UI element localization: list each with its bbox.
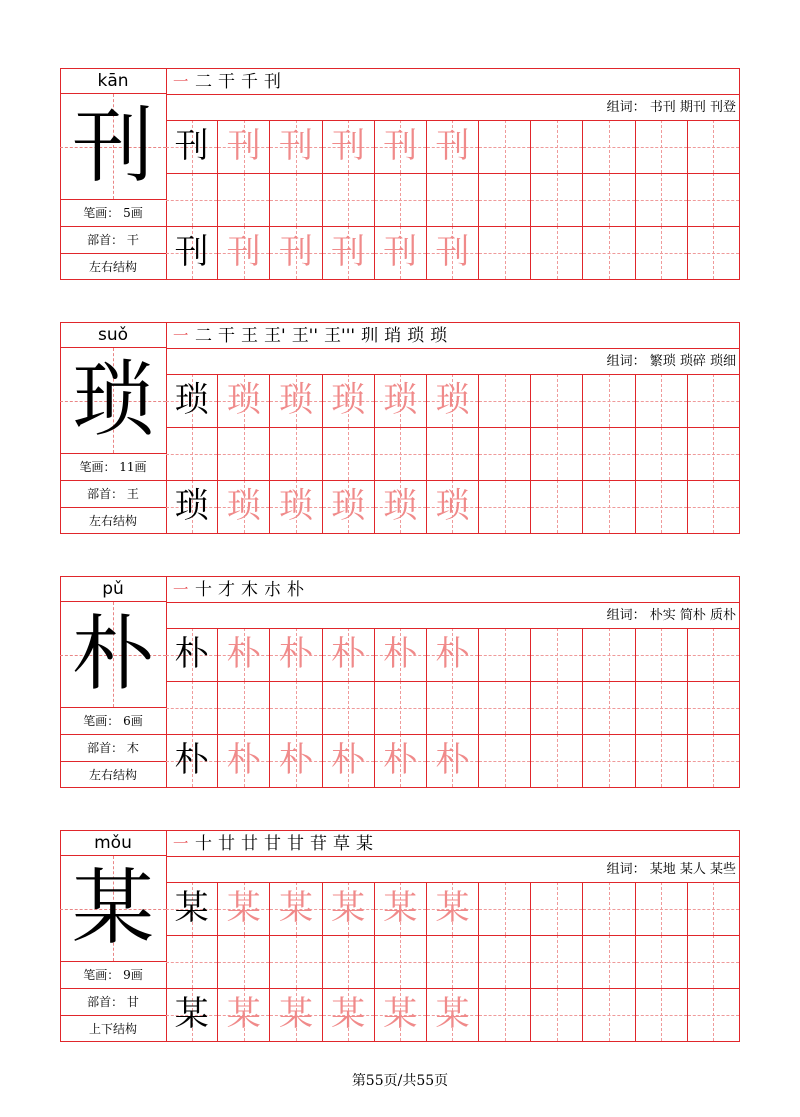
practice-cell[interactable]	[270, 173, 322, 226]
practice-cell[interactable]	[218, 882, 270, 935]
model-character: 刊	[71, 99, 154, 194]
practice-cell[interactable]	[323, 427, 375, 480]
practice-cell[interactable]	[270, 734, 322, 787]
practice-cell[interactable]	[427, 173, 479, 226]
practice-cell[interactable]	[270, 226, 322, 279]
trace-glyph: 朴	[383, 740, 418, 780]
trace-glyph: 琐	[383, 380, 418, 420]
trace-glyph: 某	[383, 888, 418, 928]
practice-cell[interactable]	[166, 226, 218, 279]
practice-cell[interactable]	[323, 374, 375, 427]
stroke-step: 草	[333, 834, 350, 854]
practice-cell[interactable]	[583, 480, 635, 533]
radical: 部首： 甘	[60, 989, 166, 1016]
practice-cell[interactable]	[218, 480, 270, 533]
practice-cell[interactable]	[636, 120, 688, 173]
stroke-step: 二	[195, 326, 212, 346]
trace-glyph: 琐	[226, 380, 261, 420]
practice-cell[interactable]	[270, 374, 322, 427]
practice-cell[interactable]	[583, 173, 635, 226]
stroke-step: 刊	[264, 72, 281, 92]
trace-glyph: 刊	[435, 232, 470, 272]
trace-glyph: 某	[226, 994, 261, 1034]
practice-cell[interactable]	[636, 882, 688, 935]
stroke-step: 干	[218, 72, 235, 92]
practice-cell[interactable]	[531, 226, 583, 279]
trace-glyph: 刊	[226, 232, 261, 272]
practice-cell[interactable]	[531, 173, 583, 226]
practice-cell[interactable]	[375, 427, 427, 480]
trace-glyph: 某	[331, 994, 366, 1034]
trace-glyph: 刊	[278, 126, 313, 166]
practice-cell[interactable]	[479, 480, 531, 533]
structure: 左右结构	[88, 768, 137, 782]
practice-cell[interactable]	[688, 988, 740, 1041]
stroke-step: 王''	[291, 326, 319, 346]
practice-cell[interactable]	[375, 935, 427, 988]
practice-cell[interactable]	[323, 628, 375, 681]
practice-cell[interactable]	[375, 681, 427, 734]
practice-grid	[166, 120, 740, 280]
stroke-step: 琑	[384, 326, 402, 346]
practice-cell[interactable]	[636, 480, 688, 533]
practice-cell[interactable]	[323, 226, 375, 279]
practice-cell[interactable]	[531, 120, 583, 173]
stroke-step: 苷	[310, 834, 327, 854]
practice-cell[interactable]	[479, 734, 531, 787]
practice-cell[interactable]	[166, 628, 218, 681]
practice-cell[interactable]	[270, 480, 322, 533]
practice-cell[interactable]	[270, 628, 322, 681]
stroke-step: 琐	[407, 326, 425, 346]
practice-cell[interactable]	[270, 935, 322, 988]
stroke-step: ㇐	[172, 580, 189, 600]
model-glyph: 某	[174, 888, 209, 928]
stroke-step: 十	[195, 834, 212, 854]
practice-cell[interactable]	[688, 734, 740, 787]
practice-cell[interactable]	[583, 628, 635, 681]
practice-cell[interactable]	[375, 120, 427, 173]
character-info-panel	[60, 830, 166, 1042]
practice-cell[interactable]	[427, 120, 479, 173]
stroke-order	[172, 68, 287, 94]
practice-cell[interactable]	[218, 628, 270, 681]
practice-grid	[166, 374, 740, 534]
trace-glyph: 刊	[383, 126, 418, 166]
practice-cell[interactable]	[688, 935, 740, 988]
practice-cell[interactable]	[166, 988, 218, 1041]
practice-cell[interactable]	[375, 734, 427, 787]
practice-cell[interactable]	[427, 480, 479, 533]
trace-glyph: 琐	[435, 486, 470, 526]
trace-glyph: 某	[435, 994, 470, 1034]
practice-cell[interactable]	[688, 427, 740, 480]
model-character-box	[60, 348, 166, 454]
practice-cell[interactable]	[636, 628, 688, 681]
practice-cell[interactable]	[427, 882, 479, 935]
practice-cell[interactable]	[323, 935, 375, 988]
trace-glyph: 朴	[226, 634, 261, 674]
practice-cell[interactable]	[270, 427, 322, 480]
trace-glyph: 某	[278, 888, 313, 928]
stroke-step: 王'''	[324, 326, 356, 346]
practice-cell[interactable]	[583, 734, 635, 787]
practice-cell[interactable]	[375, 173, 427, 226]
model-glyph: 琐	[174, 380, 209, 420]
trace-glyph: 刊	[331, 126, 366, 166]
character-block	[60, 576, 740, 788]
stroke-step: 王	[241, 326, 258, 346]
practice-cell[interactable]	[427, 681, 479, 734]
trace-glyph: 朴	[331, 740, 366, 780]
stroke-step: 二	[195, 72, 212, 92]
trace-glyph: 朴	[435, 634, 470, 674]
practice-cell[interactable]	[688, 374, 740, 427]
practice-cell[interactable]	[270, 882, 322, 935]
practice-cell[interactable]	[583, 226, 635, 279]
stroke-step: 琐	[430, 326, 448, 346]
practice-cell[interactable]	[583, 681, 635, 734]
trace-glyph: 某	[331, 888, 366, 928]
practice-cell[interactable]	[166, 374, 218, 427]
practice-cell[interactable]	[688, 173, 740, 226]
practice-cell[interactable]	[427, 226, 479, 279]
word-examples: 组词： 繁琐 琐碎 琐细	[606, 354, 736, 369]
model-character-box	[60, 856, 166, 962]
trace-glyph: 某	[226, 888, 261, 928]
practice-cell[interactable]	[531, 628, 583, 681]
practice-cell[interactable]	[688, 480, 740, 533]
model-glyph: 琐	[174, 486, 209, 526]
trace-glyph: 刊	[278, 232, 313, 272]
practice-cell[interactable]	[218, 681, 270, 734]
structure: 左右结构	[88, 514, 137, 528]
practice-cell[interactable]	[583, 374, 635, 427]
model-character: 琐	[71, 353, 154, 448]
practice-cell[interactable]	[479, 374, 531, 427]
practice-cell[interactable]	[531, 427, 583, 480]
practice-cell[interactable]	[375, 882, 427, 935]
word-examples: 组词： 朴实 简朴 质朴	[606, 608, 736, 623]
practice-cell[interactable]	[688, 226, 740, 279]
stroke-count: 笔画： 5画	[60, 200, 166, 227]
model-character: 朴	[71, 607, 154, 702]
stroke-step: ㇐	[172, 834, 189, 854]
practice-cell[interactable]	[479, 882, 531, 935]
stroke-step: 玔	[361, 326, 379, 346]
practice-grid	[166, 628, 740, 788]
practice-cell[interactable]	[166, 882, 218, 935]
trace-glyph: 琐	[331, 380, 366, 420]
practice-cell[interactable]	[166, 480, 218, 533]
practice-cell[interactable]	[218, 226, 270, 279]
structure: 左右结构	[88, 260, 137, 274]
trace-glyph: 琐	[278, 380, 313, 420]
practice-cell[interactable]	[688, 681, 740, 734]
practice-cell[interactable]	[218, 988, 270, 1041]
practice-cell[interactable]	[479, 173, 531, 226]
practice-cell[interactable]	[323, 988, 375, 1041]
practice-cell[interactable]	[375, 374, 427, 427]
model-glyph: 刊	[174, 232, 209, 272]
practice-cell[interactable]	[636, 734, 688, 787]
practice-cell[interactable]	[375, 988, 427, 1041]
practice-cell[interactable]	[218, 120, 270, 173]
practice-cell[interactable]	[636, 935, 688, 988]
practice-cell[interactable]	[479, 628, 531, 681]
practice-cell[interactable]	[531, 935, 583, 988]
practice-cell[interactable]	[166, 427, 218, 480]
practice-cell[interactable]	[583, 120, 635, 173]
stroke-count: 笔画： 11画	[60, 454, 166, 481]
model-glyph: 某	[174, 994, 209, 1034]
trace-glyph: 某	[383, 994, 418, 1034]
practice-cell[interactable]	[531, 374, 583, 427]
radical: 部首： 王	[60, 481, 166, 508]
trace-glyph: 琐	[226, 486, 261, 526]
trace-glyph: 某	[435, 888, 470, 928]
practice-cell[interactable]	[531, 480, 583, 533]
stroke-step: 甘	[287, 834, 304, 854]
practice-cell[interactable]	[427, 935, 479, 988]
trace-glyph: 刊	[226, 126, 261, 166]
practice-cell[interactable]	[583, 882, 635, 935]
practice-cell[interactable]	[166, 681, 218, 734]
trace-glyph: 刊	[331, 232, 366, 272]
practice-cell[interactable]	[636, 173, 688, 226]
practice-cell[interactable]	[323, 681, 375, 734]
practice-cell[interactable]	[218, 734, 270, 787]
practice-cell[interactable]	[323, 734, 375, 787]
practice-cell[interactable]	[636, 988, 688, 1041]
trace-glyph: 刊	[435, 126, 470, 166]
practice-cell[interactable]	[479, 681, 531, 734]
stroke-step: 王'	[264, 326, 286, 346]
practice-cell[interactable]	[375, 226, 427, 279]
practice-cell[interactable]	[688, 882, 740, 935]
trace-glyph: 朴	[331, 634, 366, 674]
practice-cell[interactable]	[218, 427, 270, 480]
practice-cell[interactable]	[323, 882, 375, 935]
model-glyph: 刊	[174, 126, 209, 166]
practice-cell[interactable]	[166, 120, 218, 173]
stroke-step: 廿	[218, 834, 235, 854]
model-character-box	[60, 602, 166, 708]
practice-cell[interactable]	[375, 628, 427, 681]
trace-glyph: 朴	[383, 634, 418, 674]
stroke-step: 廿	[241, 834, 258, 854]
trace-glyph: 朴	[278, 634, 313, 674]
practice-cell[interactable]	[427, 988, 479, 1041]
practice-cell[interactable]	[166, 173, 218, 226]
trace-glyph: 朴	[226, 740, 261, 780]
stroke-step: 千	[241, 72, 258, 92]
character-info-panel	[60, 576, 166, 788]
page-number: 第55页/共55页	[351, 1073, 449, 1089]
practice-cell[interactable]	[270, 988, 322, 1041]
practice-cell[interactable]	[218, 173, 270, 226]
stroke-step: 才	[218, 580, 235, 600]
character-block	[60, 68, 740, 280]
radical: 部首： 木	[60, 735, 166, 762]
character-block	[60, 322, 740, 534]
practice-cell[interactable]	[375, 480, 427, 533]
trace-glyph: 琐	[435, 380, 470, 420]
practice-cell[interactable]	[218, 935, 270, 988]
practice-cell[interactable]	[323, 480, 375, 533]
stroke-step: 甘	[264, 834, 281, 854]
character-info-panel	[60, 68, 166, 280]
stroke-order	[172, 830, 379, 856]
stroke-step: 朴	[287, 580, 304, 600]
practice-cell[interactable]	[427, 374, 479, 427]
trace-glyph: 某	[278, 994, 313, 1034]
model-glyph: 朴	[174, 634, 209, 674]
practice-cell[interactable]	[427, 427, 479, 480]
pinyin: mǒu	[60, 830, 166, 856]
practice-cell[interactable]	[427, 734, 479, 787]
trace-glyph: 琐	[383, 486, 418, 526]
word-examples: 组词： 某地 某人 某些	[606, 862, 736, 877]
stroke-count: 笔画： 9画	[60, 962, 166, 989]
pinyin: pǔ	[60, 576, 166, 602]
practice-cell[interactable]	[531, 734, 583, 787]
practice-cell[interactable]	[323, 173, 375, 226]
practice-grid	[166, 882, 740, 1042]
practice-cell[interactable]	[323, 120, 375, 173]
structure: 上下结构	[88, 1022, 137, 1036]
stroke-step: ㇐	[172, 72, 189, 92]
practice-cell[interactable]	[427, 628, 479, 681]
word-examples: 组词： 书刊 期刊 刊登	[606, 100, 736, 115]
model-character: 某	[71, 861, 154, 956]
practice-cell[interactable]	[479, 988, 531, 1041]
pinyin: suǒ	[60, 322, 166, 348]
practice-cell[interactable]	[636, 226, 688, 279]
practice-cell[interactable]	[479, 120, 531, 173]
stroke-step: 十	[195, 580, 212, 600]
stroke-step: ㇐	[172, 326, 189, 346]
practice-cell[interactable]	[531, 988, 583, 1041]
practice-cell[interactable]	[636, 681, 688, 734]
stroke-step: 某	[356, 834, 373, 854]
pinyin: kān	[60, 68, 166, 94]
practice-cell[interactable]	[479, 427, 531, 480]
character-block	[60, 830, 740, 1042]
practice-cell[interactable]	[531, 882, 583, 935]
stroke-step: 朩	[264, 580, 281, 600]
model-character-box	[60, 94, 166, 200]
practice-cell[interactable]	[270, 120, 322, 173]
radical: 部首： 干	[60, 227, 166, 254]
stroke-step: 干	[218, 326, 235, 346]
practice-cell[interactable]	[218, 374, 270, 427]
stroke-order	[172, 322, 453, 348]
practice-cell[interactable]	[166, 935, 218, 988]
practice-cell[interactable]	[166, 734, 218, 787]
stroke-step: 木	[241, 580, 258, 600]
practice-cell[interactable]	[688, 628, 740, 681]
trace-glyph: 琐	[278, 486, 313, 526]
trace-glyph: 朴	[278, 740, 313, 780]
trace-glyph: 琐	[331, 486, 366, 526]
practice-cell[interactable]	[583, 988, 635, 1041]
practice-cell[interactable]	[270, 681, 322, 734]
practice-cell[interactable]	[636, 427, 688, 480]
model-glyph: 朴	[174, 740, 209, 780]
stroke-count: 笔画： 6画	[60, 708, 166, 735]
practice-cell[interactable]	[531, 681, 583, 734]
practice-cell[interactable]	[479, 226, 531, 279]
practice-cell[interactable]	[583, 935, 635, 988]
trace-glyph: 刊	[383, 232, 418, 272]
practice-cell[interactable]	[479, 935, 531, 988]
character-info-panel	[60, 322, 166, 534]
stroke-order	[172, 576, 310, 602]
practice-cell[interactable]	[583, 427, 635, 480]
trace-glyph: 朴	[435, 740, 470, 780]
practice-cell[interactable]	[688, 120, 740, 173]
practice-cell[interactable]	[636, 374, 688, 427]
